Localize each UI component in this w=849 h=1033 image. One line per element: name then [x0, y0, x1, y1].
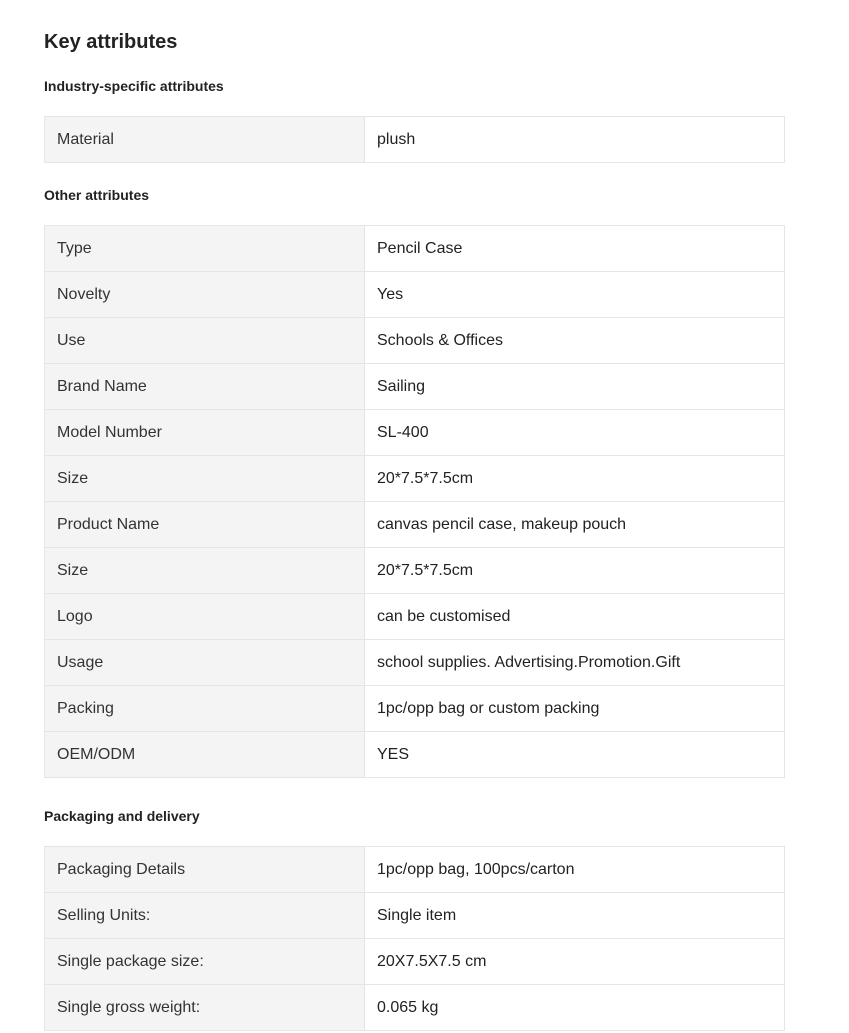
- attribute-row: [45, 732, 785, 778]
- attribute-value: Pencil Case: [365, 226, 785, 272]
- attribute-row: [45, 939, 785, 985]
- section-title-industry: Industry-specific attributes: [44, 78, 224, 94]
- attribute-row: [45, 502, 785, 548]
- attribute-row: [45, 410, 785, 456]
- attribute-value: 20*7.5*7.5cm: [365, 548, 785, 594]
- attribute-row: [45, 594, 785, 640]
- attribute-key: Product Name: [45, 502, 365, 548]
- section-title-other: Other attributes: [44, 187, 150, 203]
- attribute-key: OEM/ODM: [45, 732, 365, 778]
- attribute-value: plush: [365, 117, 785, 163]
- attribute-row: [45, 847, 785, 893]
- packaging-attributes-table: [44, 846, 785, 1031]
- attribute-key: Selling Units:: [45, 893, 365, 939]
- attribute-value: 20*7.5*7.5cm: [365, 456, 785, 502]
- attribute-key: Brand Name: [45, 364, 365, 410]
- attribute-key: Single package size:: [45, 939, 365, 985]
- attribute-row: [45, 272, 785, 318]
- section-title-packaging: Packaging and delivery: [44, 808, 200, 824]
- attribute-value: can be customised: [365, 594, 785, 640]
- attribute-value: 20X7.5X7.5 cm: [365, 939, 785, 985]
- attribute-key: Material: [45, 117, 365, 163]
- attribute-key: Packing: [45, 686, 365, 732]
- attribute-value: Sailing: [365, 364, 785, 410]
- attribute-row: [45, 456, 785, 502]
- attribute-key: Novelty: [45, 272, 365, 318]
- attribute-row: [45, 640, 785, 686]
- attribute-value: Single item: [365, 893, 785, 939]
- attribute-key: Size: [45, 456, 365, 502]
- attribute-value: 1pc/opp bag, 100pcs/carton: [365, 847, 785, 893]
- attribute-value: Schools & Offices: [365, 318, 785, 364]
- page-title: Key attributes: [44, 31, 178, 53]
- attribute-row: [45, 226, 785, 272]
- attribute-value: 1pc/opp bag or custom packing: [365, 686, 785, 732]
- attribute-value: Yes: [365, 272, 785, 318]
- attribute-value: school supplies. Advertising.Promotion.Gift: [365, 640, 785, 686]
- attribute-value: 0.065 kg: [365, 985, 785, 1031]
- attribute-key: Logo: [45, 594, 365, 640]
- attribute-value: YES: [365, 732, 785, 778]
- attribute-key: Use: [45, 318, 365, 364]
- attribute-key: Size: [45, 548, 365, 594]
- attribute-key: Usage: [45, 640, 365, 686]
- attribute-row: [45, 117, 785, 163]
- attribute-row: [45, 985, 785, 1031]
- attribute-row: [45, 318, 785, 364]
- attribute-key: Single gross weight:: [45, 985, 365, 1031]
- attribute-key: Type: [45, 226, 365, 272]
- attribute-value: canvas pencil case, makeup pouch: [365, 502, 785, 548]
- attribute-key: Model Number: [45, 410, 365, 456]
- other-attributes-table: [44, 225, 785, 778]
- attribute-row: [45, 548, 785, 594]
- attribute-value: SL-400: [365, 410, 785, 456]
- industry-attributes-table: [44, 116, 785, 163]
- attribute-row: [45, 686, 785, 732]
- attribute-key: Packaging Details: [45, 847, 365, 893]
- attribute-row: [45, 893, 785, 939]
- attribute-row: [45, 364, 785, 410]
